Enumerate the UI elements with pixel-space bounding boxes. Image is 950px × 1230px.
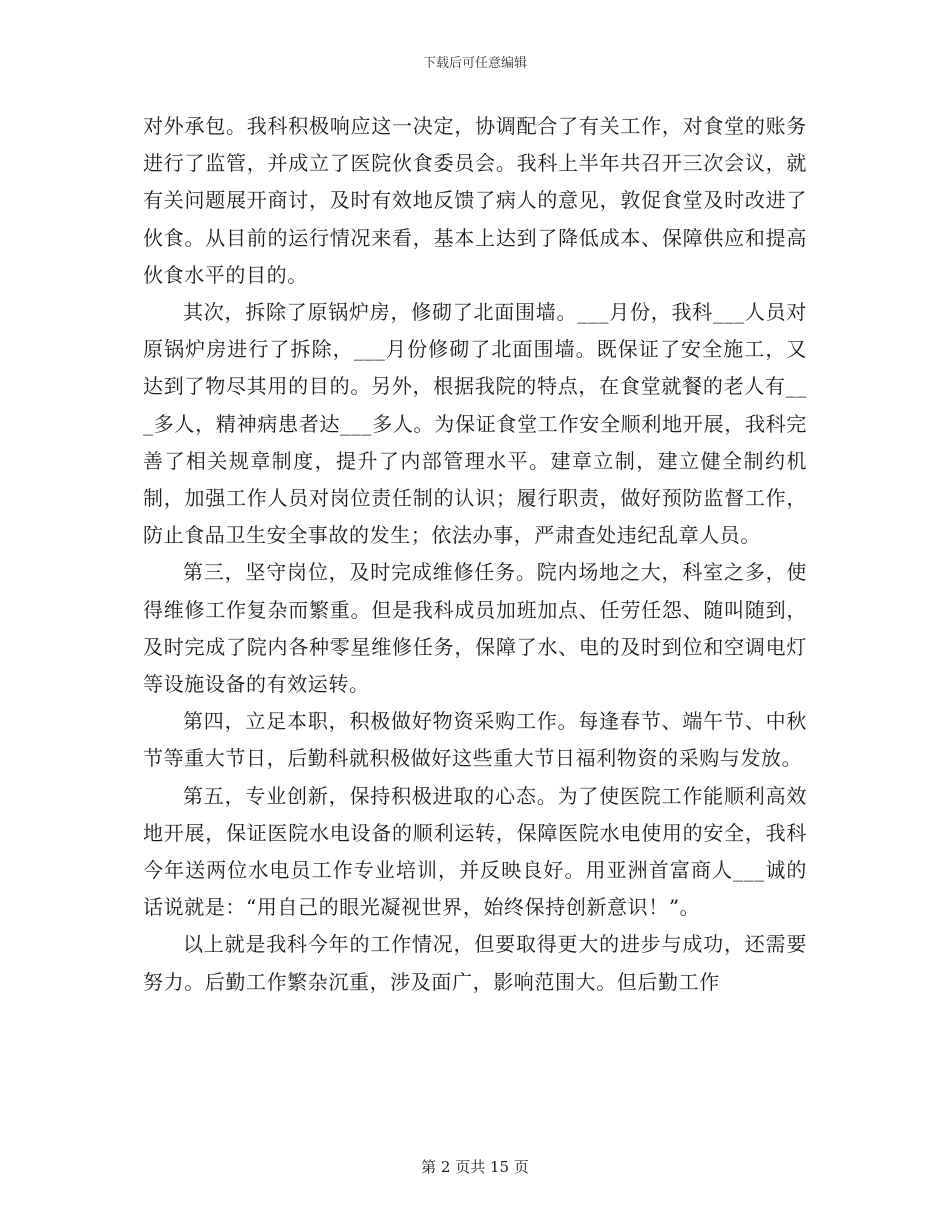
paragraph-1: 对外承包。我科积极响应这一决定，协调配合了有关工作，对食堂的账务进行了监管，并成立了医院伙食委员会。我科上半年共召开三次会议，就有关问题展开商讨，及时有效地反馈了病人的意见，敦促食堂及时改进了伙食。从目前的运行情况来看，基本上达到了降低成本、保障供应和提高伙食水平的目的。 <box>143 114 807 287</box>
paragraph-6: 以上就是我科今年的工作情况，但要取得更大的进步与成功，还需要努力。后勤工作繁杂沉重，涉及面广，影响范围大。但后勤工作 <box>143 932 807 994</box>
paragraph-2: 其次，拆除了原锅炉房，修砌了北面围墙。___月份，我科___人员对原锅炉房进行了拆除，___月份修砌了北面围墙。既保证了安全施工，又达到了物尽其用的目的。另外，根据我院的特点，在食堂就餐的老人有___多人，精神病患者达___多人。为保证食堂工作安全顺利地开展，我科完善了相关规章制度，提升了内部管理水平。建章立制，建立健全制约机制，加强工作人员对岗位责任制的认识；履行职责，做好预防监督工作，防止食品卫生安全事故的发生；依法办事，严肃查处违纪乱章人员。 <box>143 300 807 548</box>
document-body <box>143 108 807 1001</box>
paragraph-5: 第五，专业创新，保持积极进取的心态。为了使医院工作能顺利高效地开展，保证医院水电设备的顺利运转，保障医院水电使用的安全，我科今年送两位水电员工作专业培训，并反映良好。用亚洲首富商人___诚的话说就是：“用自己的眼光凝视世界，始终保持创新意识！”。 <box>143 783 807 920</box>
page-number-footer: 第 2 页共 15 页 <box>421 1158 529 1176</box>
page-header: 下载后可任意编辑 <box>422 56 527 71</box>
paragraph-4: 第四，立足本职，积极做好物资采购工作。每逢春节、端午节、中秋节等重大节日，后勤科就积极做好这些重大节日福利物资的采购与发放。 <box>143 709 807 771</box>
paragraph-3: 第三，坚守岗位，及时完成维修任务。院内场地之大，科室之多，使得维修工作复杂而繁重。但是我科成员加班加点、任劳任怨、随叫随到，及时完成了院内各种零星维修任务，保障了水、电的及时到位和空调电灯等设施设备的有效运转。 <box>143 560 807 697</box>
